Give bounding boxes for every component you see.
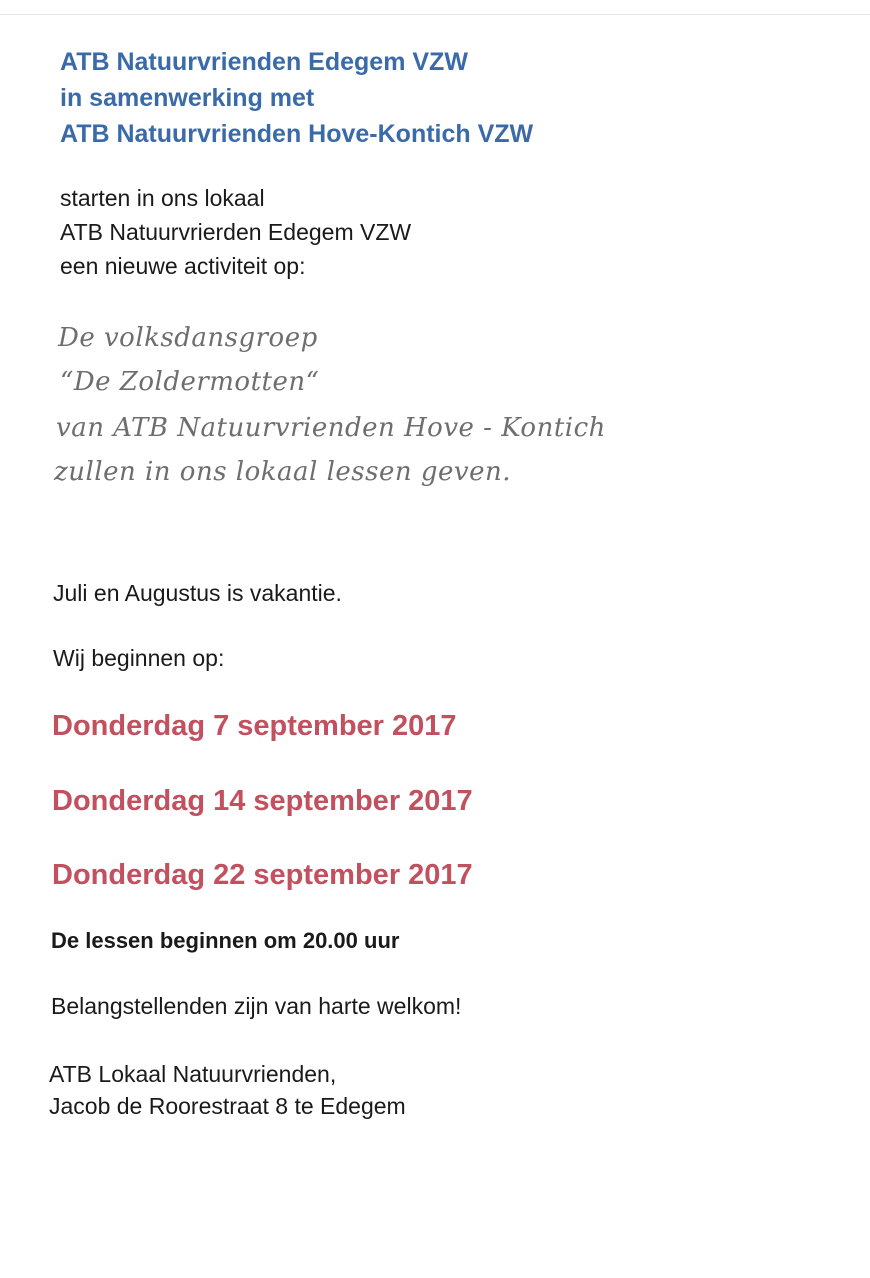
time-note: De lessen beginnen om 20.00 uur bbox=[51, 928, 400, 953]
date-1: Donderdag 7 september 2017 bbox=[52, 710, 457, 742]
intro-line-3: een nieuwe activiteit op: bbox=[60, 253, 306, 279]
start-label: Wij beginnen op: bbox=[53, 645, 225, 671]
intro-line-1: starten in ons lokaal bbox=[60, 185, 265, 211]
header-line-2: in samenwerking met bbox=[60, 84, 315, 112]
intro-line-2: ATB Natuurvrierden Edegem VZW bbox=[60, 219, 412, 245]
announcement-line-3: van ATB Natuurvrienden Hove - Kontich bbox=[56, 413, 606, 443]
welcome-note: Belangstellenden zijn van harte welkom! bbox=[51, 993, 462, 1019]
header-line-3: ATB Natuurvrienden Hove-Kontich VZW bbox=[60, 120, 534, 148]
date-2: Donderdag 14 september 2017 bbox=[52, 785, 473, 817]
date-3: Donderdag 22 september 2017 bbox=[52, 859, 473, 891]
address-line-1: ATB Lokaal Natuurvrienden, bbox=[49, 1061, 337, 1087]
vacation-note: Juli en Augustus is vakantie. bbox=[53, 580, 342, 606]
announcement-line-2: “De Zoldermotten“ bbox=[60, 367, 320, 397]
address-line-2: Jacob de Roorestraat 8 te Edegem bbox=[49, 1093, 406, 1119]
announcement-line-4: zullen in ons lokaal lessen geven. bbox=[54, 457, 512, 487]
header-line-1: ATB Natuurvrienden Edegem VZW bbox=[60, 48, 468, 76]
announcement-line-1: De volksdansgroep bbox=[58, 323, 318, 353]
scan-edge bbox=[0, 14, 870, 15]
